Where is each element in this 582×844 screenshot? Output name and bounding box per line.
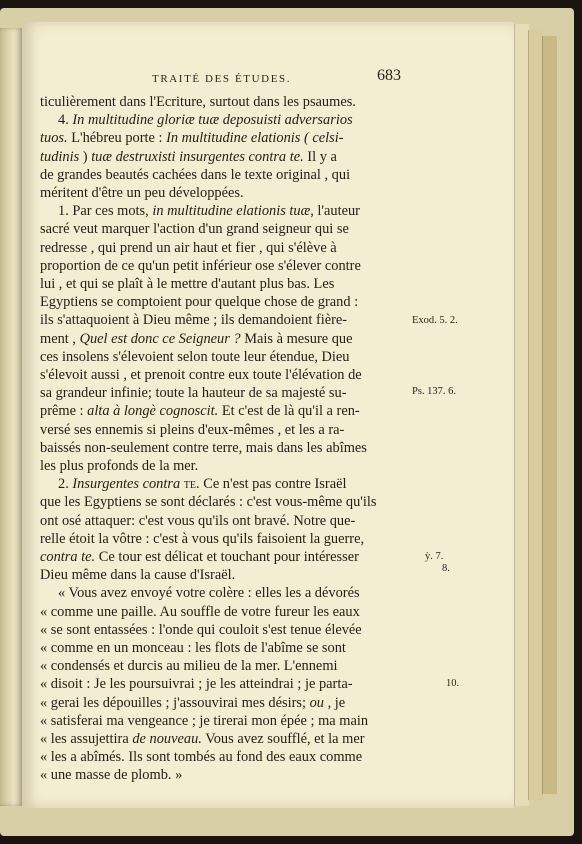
text-run: 2. <box>58 476 73 493</box>
text-run: « disoit : Je les poursuivrai ; je les atteindrai ; je parta- <box>40 676 353 693</box>
text-line <box>40 439 412 457</box>
text-run: L'hébreu porte : <box>67 130 167 147</box>
text-line <box>40 239 412 257</box>
text-run: Et c'est de là qu'il a ren- <box>218 403 360 420</box>
text-run: Mais à mesure que <box>240 330 353 347</box>
text-line <box>40 330 412 348</box>
italic-text: ou <box>309 694 324 711</box>
text-run: Ce tour est délicat et touchant pour intéresser <box>95 549 359 565</box>
text-line <box>40 748 412 766</box>
text-run: ticulièrement dans l'Ecriture, surtout dans les psaumes. <box>40 94 356 110</box>
text-run: que les Egyptiens se sont déclarés : c'est vous-même qu'ils <box>40 494 377 511</box>
text-line <box>40 184 412 202</box>
text-run: « comme une paille. Au souffle de votre fureur les eaux <box>40 603 360 620</box>
text-run: « les assujettira <box>40 731 133 747</box>
text-run: sa grandeur infinie; toute la hauteur de sa majesté su- <box>40 385 347 402</box>
text-line <box>58 202 412 220</box>
text-run: « comme en un monceau : les flots de l'abîme se sont <box>40 640 346 656</box>
text-line <box>40 712 412 730</box>
left-page-edge <box>0 28 22 806</box>
page-edge-stack <box>542 36 557 794</box>
text-line <box>40 166 412 184</box>
text-line <box>40 275 412 293</box>
text-run: les plus profonds de la mer. <box>40 458 199 474</box>
text-line <box>40 457 412 475</box>
text-run: sacré veut marquer l'action d'un grand seigneur qui se <box>40 221 349 238</box>
text-run: méritent d'être un peu développées. <box>40 185 244 201</box>
text-run: « les a abîmés. Ils sont tombés au fond des eaux comme <box>40 749 363 766</box>
page-number: 683 <box>377 67 401 84</box>
text-line <box>58 111 412 129</box>
text-run: Ce n'est pas contre Israël <box>199 476 347 493</box>
text-run: Dieu même dans la cause d'Israël. <box>40 567 236 584</box>
text-run: s'élevoit aussi , et prenoit contre eux toute l'élévation de <box>40 367 362 383</box>
text-run: versé ses ennemis si pleins d'eux-mêmes , et les a ra- <box>40 421 345 438</box>
text-run: , je <box>323 694 346 711</box>
text-run: ils s'attaquoient à Dieu même ; ils demandoient fière- <box>40 312 348 329</box>
text-run: relle étoit la vôtre : c'est à vous qu'ils faisoient la guerre, <box>40 530 365 547</box>
text-line <box>40 148 412 166</box>
text-run: Vous avez soufflé, et la mer <box>201 731 365 747</box>
text-run: ces insolens s'élevoient selon toute leur étendue, Dieu <box>40 348 350 365</box>
text-line <box>40 657 412 675</box>
text-run: 4. <box>58 112 73 129</box>
text-run: « condensés et durcis au milieu de la mer. L'ennemi <box>40 658 338 675</box>
page-edge-stack <box>528 30 543 800</box>
italic-text: tuos. <box>40 130 68 147</box>
margin-note: ỳ. 7. <box>425 551 444 562</box>
margin-note: Exod. 5. 2. <box>412 315 458 326</box>
italic-text: de nouveau. <box>132 731 202 747</box>
text-run: 1. Par ces mots, <box>58 203 153 220</box>
text-line <box>40 421 412 439</box>
text-run: ) <box>79 148 92 165</box>
text-run: te. <box>183 476 200 493</box>
text-line <box>40 530 412 548</box>
text-line <box>40 348 412 366</box>
italic-text: in multitudine elationis tuæ <box>152 203 311 220</box>
text-line <box>40 675 412 693</box>
text-run: baissés non-seulement contre terre, mais dans les abîmes <box>40 439 367 456</box>
text-line <box>40 311 412 329</box>
page-edge-stack <box>514 24 529 806</box>
text-line <box>40 512 412 530</box>
text-run: Il y a <box>303 148 337 165</box>
italic-text: tuæ destruxisti insurgentes contra te. <box>91 148 304 165</box>
text-line <box>40 493 412 511</box>
text-line <box>40 402 412 420</box>
text-line <box>40 129 412 147</box>
italic-text: In multitudine elationis ( celsi- <box>166 130 344 147</box>
text-run: « Vous avez envoyé votre colère : elles les a dévorés <box>58 585 360 602</box>
italic-text: alta à longè cognoscit. <box>87 403 219 420</box>
text-run: de grandes beautés cachées dans le texte original , qui <box>40 166 351 183</box>
italic-text: contra te. <box>40 549 96 565</box>
text-run: « une masse de plomb. » <box>40 767 183 784</box>
text-run: ont osé attaquer: c'est vous qu'ils ont bravé. Notre que- <box>40 512 356 529</box>
text-line <box>40 730 412 748</box>
text-run: « se sont entassées : l'onde qui couloit s'est tenue élevée <box>40 621 362 638</box>
margin-note: Ps. 137. 6. <box>412 386 457 397</box>
text-run: « gerai les dépouilles ; j'assouvirai mes désirs; <box>40 694 310 711</box>
text-line <box>40 384 412 402</box>
text-line <box>40 766 412 784</box>
text-line <box>40 603 412 621</box>
margin-note: 8. <box>442 563 450 574</box>
text-line <box>40 257 412 275</box>
text-run: ment , <box>40 330 80 347</box>
text-run: prême : <box>40 403 88 420</box>
text-line <box>40 93 412 111</box>
text-line <box>40 621 412 639</box>
text-run: proportion de ce qu'un petit inférieur ose s'élever contre <box>40 257 361 274</box>
running-title: TRAITÉ DES ÉTUDES. <box>152 73 292 85</box>
text-line <box>40 293 412 311</box>
text-line <box>40 694 412 712</box>
text-run: , l'auteur <box>310 203 360 220</box>
text-line <box>58 475 412 493</box>
text-run: « satisferai ma vengeance ; je tirerai mon épée ; ma main <box>40 712 369 729</box>
italic-text: Insurgentes contra <box>72 476 181 493</box>
text-run: Egyptiens se comptoient pour quelque chose de grand : <box>40 294 359 311</box>
margin-note: 10. <box>446 678 460 689</box>
text-line <box>40 639 412 657</box>
italic-text: In multitudine gloriæ tuæ deposuisti adversarios <box>72 112 353 129</box>
text-line <box>58 584 412 602</box>
italic-text: Quel est donc ce Seigneur ? <box>79 330 241 347</box>
text-run: redresse , qui prend un air haut et fier , qui s'élève à <box>40 239 337 256</box>
text-line <box>40 566 412 584</box>
text-run: lui , et qui se plaît à le mettre d'autant plus bas. Les <box>40 276 335 292</box>
text-line <box>40 366 412 384</box>
italic-text: tudinis <box>40 148 80 165</box>
text-line <box>40 548 412 566</box>
text-line <box>40 220 412 238</box>
